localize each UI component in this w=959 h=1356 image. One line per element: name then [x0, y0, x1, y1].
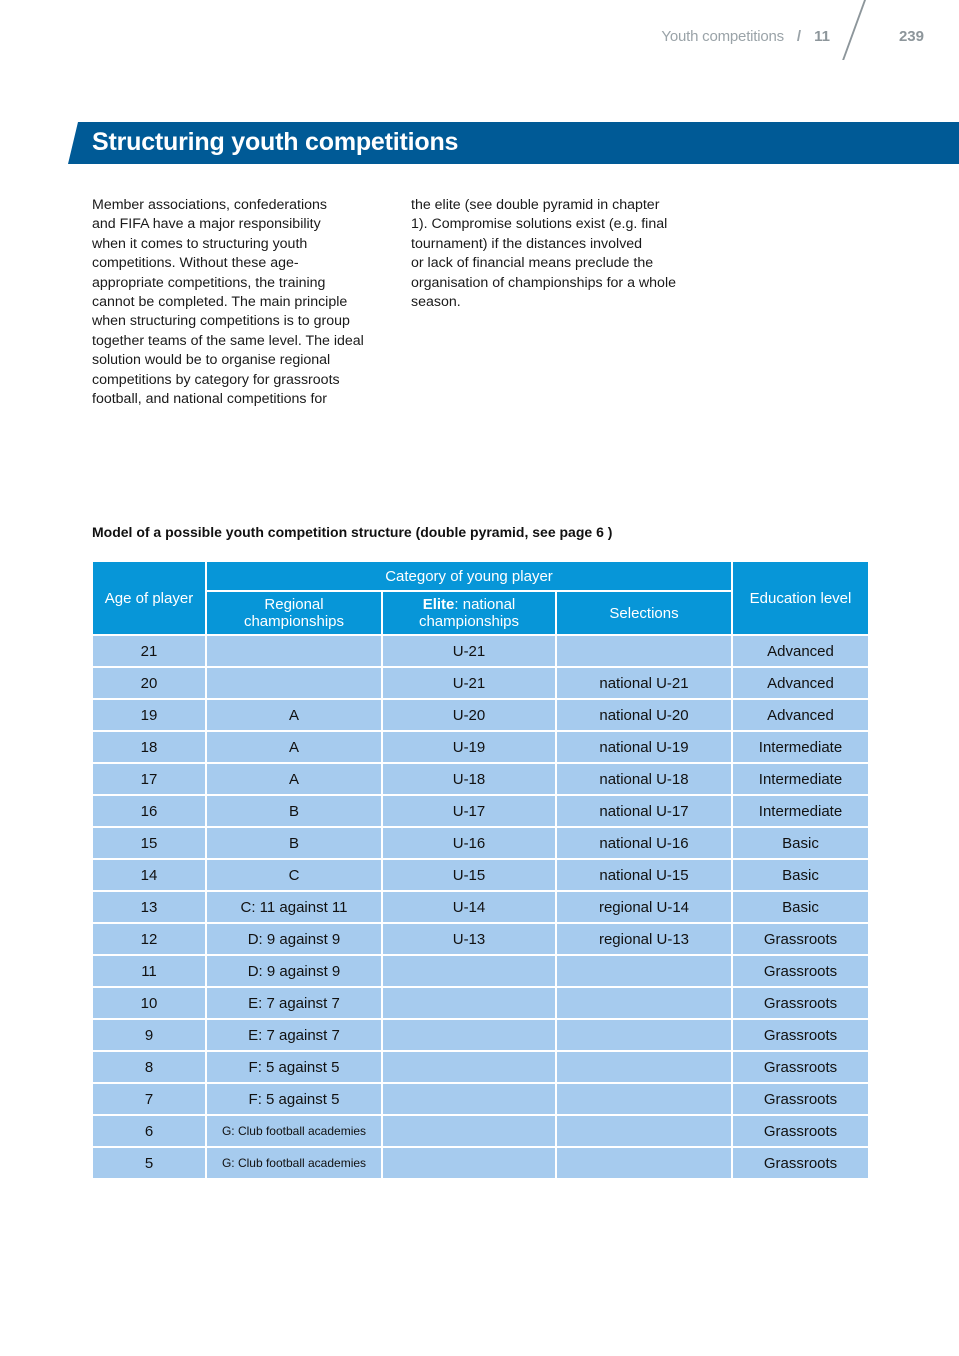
regional-cell: B — [206, 795, 382, 827]
selections-cell: regional U-13 — [556, 923, 732, 955]
age-cell: 18 — [92, 731, 206, 763]
regional-cell — [206, 635, 382, 667]
page-title: Structuring youth competitions — [92, 128, 459, 156]
elite-cell: U-18 — [382, 763, 556, 795]
age-cell: 19 — [92, 699, 206, 731]
page-divider-line — [842, 0, 866, 60]
age-cell: 5 — [92, 1147, 206, 1179]
body-text-line: when structuring competitions is to group — [92, 313, 350, 330]
header-elite — [382, 591, 556, 635]
regional-cell: F: 5 against 5 — [206, 1051, 382, 1083]
elite-cell — [382, 987, 556, 1019]
age-cell: 17 — [92, 763, 206, 795]
regional-cell: A — [206, 731, 382, 763]
table-row — [92, 1083, 869, 1115]
body-text-line: competitions. Without these age- — [92, 255, 299, 272]
selections-cell — [556, 987, 732, 1019]
selections-cell — [556, 1147, 732, 1179]
header-selections: Selections — [556, 591, 732, 635]
age-cell: 12 — [92, 923, 206, 955]
elite-cell: U-21 — [382, 635, 556, 667]
table-row — [92, 731, 869, 763]
selections-cell — [556, 1083, 732, 1115]
body-text-line: together teams of the same level. The ideal — [92, 332, 364, 349]
header-regional: Regional championships — [206, 591, 382, 635]
elite-cell: U-13 — [382, 923, 556, 955]
education-cell: Grassroots — [732, 987, 869, 1019]
selections-cell: regional U-14 — [556, 891, 732, 923]
age-cell: 7 — [92, 1083, 206, 1115]
age-cell: 15 — [92, 827, 206, 859]
header-elite-rest: : national championships — [418, 596, 520, 630]
body-text-line: Member associations, confederations — [92, 197, 328, 213]
selections-cell: national U-21 — [556, 667, 732, 699]
selections-cell: national U-15 — [556, 859, 732, 891]
education-cell: Intermediate — [732, 795, 869, 827]
elite-cell: U-21 — [382, 667, 556, 699]
regional-cell: E: 7 against 7 — [206, 1019, 382, 1051]
running-head-separator: / — [796, 28, 801, 45]
header-category: Category of young player — [206, 561, 732, 591]
education-cell: Basic — [732, 859, 869, 891]
elite-cell: U-14 — [382, 891, 556, 923]
table-row — [92, 763, 869, 795]
table-row — [92, 635, 869, 667]
elite-cell: U-20 — [382, 699, 556, 731]
education-cell: Intermediate — [732, 731, 869, 763]
body-text-line: football, and national competitions for — [92, 391, 328, 408]
body-text-line: season. — [411, 294, 461, 311]
body-text-line: tournament) if the distances involved — [411, 235, 643, 252]
regional-cell: A — [206, 763, 382, 795]
regional-cell: C: 11 against 11 — [206, 891, 382, 923]
age-cell: 21 — [92, 635, 206, 667]
elite-cell — [382, 1115, 556, 1147]
regional-cell: D: 9 against 9 — [206, 955, 382, 987]
table-row — [92, 699, 869, 731]
age-cell: 14 — [92, 859, 206, 891]
selections-cell: national U-17 — [556, 795, 732, 827]
running-head-section: Youth competitions — [661, 28, 784, 45]
age-cell: 16 — [92, 795, 206, 827]
elite-cell: U-16 — [382, 827, 556, 859]
table-row — [92, 891, 869, 923]
table-row — [92, 795, 869, 827]
education-cell: Grassroots — [732, 1019, 869, 1051]
table-row — [92, 667, 869, 699]
selections-cell — [556, 1019, 732, 1051]
table-caption: Model of a possible youth competition structure (double pyramid, see page 6 ) — [92, 524, 613, 540]
body-text-line: cannot be completed. The main principle — [92, 294, 348, 311]
elite-cell — [382, 955, 556, 987]
table-row — [92, 923, 869, 955]
regional-cell: G: Club football academies — [206, 1115, 382, 1147]
education-cell: Grassroots — [732, 1147, 869, 1179]
body-text-line: and FIFA have a major responsibility — [92, 216, 321, 233]
education-cell: Advanced — [732, 667, 869, 699]
header-elite-strong: Elite — [422, 596, 455, 613]
age-cell: 9 — [92, 1019, 206, 1051]
elite-cell: U-17 — [382, 795, 556, 827]
regional-cell: G: Club football academies — [206, 1147, 382, 1179]
regional-cell: E: 7 against 7 — [206, 987, 382, 1019]
regional-cell: B — [206, 827, 382, 859]
table-row — [92, 955, 869, 987]
regional-cell — [206, 667, 382, 699]
age-cell: 11 — [92, 955, 206, 987]
selections-cell — [556, 1115, 732, 1147]
elite-cell — [382, 1083, 556, 1115]
body-text-line: the elite (see double pyramid in chapter — [411, 197, 660, 213]
elite-cell: U-15 — [382, 859, 556, 891]
education-cell: Advanced — [732, 699, 869, 731]
table-row — [92, 1115, 869, 1147]
education-cell: Grassroots — [732, 955, 869, 987]
elite-cell — [382, 1019, 556, 1051]
selections-cell: national U-18 — [556, 763, 732, 795]
table-row — [92, 1019, 869, 1051]
body-text-line: or lack of financial means preclude the — [411, 255, 654, 272]
body-text-line: organisation of championships for a whole — [411, 274, 676, 291]
education-cell: Grassroots — [732, 923, 869, 955]
header-education: Education level — [732, 561, 869, 635]
page-number: 239 — [898, 28, 924, 45]
education-cell: Basic — [732, 827, 869, 859]
education-cell: Intermediate — [732, 763, 869, 795]
header-age: Age of player — [92, 561, 206, 635]
education-cell: Grassroots — [732, 1051, 869, 1083]
regional-cell: F: 5 against 5 — [206, 1083, 382, 1115]
body-column-1 — [92, 196, 392, 409]
body-text-line: when it comes to structuring youth — [92, 235, 308, 252]
elite-cell: U-19 — [382, 731, 556, 763]
running-head-chapter: 11 — [814, 28, 830, 45]
age-cell: 6 — [92, 1115, 206, 1147]
running-head — [624, 26, 924, 56]
elite-cell — [382, 1051, 556, 1083]
body-text-line: appropriate competitions, the training — [92, 274, 326, 291]
education-cell: Basic — [732, 891, 869, 923]
table-row — [92, 1051, 869, 1083]
regional-cell: C — [206, 859, 382, 891]
table-row — [92, 859, 869, 891]
regional-cell: D: 9 against 9 — [206, 923, 382, 955]
selections-cell: national U-16 — [556, 827, 732, 859]
age-cell: 8 — [92, 1051, 206, 1083]
body-text-line: solution would be to organise regional — [92, 352, 331, 369]
selections-cell: national U-20 — [556, 699, 732, 731]
body-text-line: competitions by category for grassroots — [92, 371, 340, 388]
selections-cell — [556, 1051, 732, 1083]
table-row — [92, 827, 869, 859]
elite-cell — [382, 1147, 556, 1179]
body-text-line: 1). Compromise solutions exist (e.g. final — [411, 216, 668, 233]
competition-structure-table — [91, 560, 870, 1180]
age-cell: 10 — [92, 987, 206, 1019]
table-row — [92, 1147, 869, 1179]
age-cell: 20 — [92, 667, 206, 699]
education-cell: Grassroots — [732, 1115, 869, 1147]
age-cell: 13 — [92, 891, 206, 923]
selections-cell — [556, 955, 732, 987]
body-column-2 — [411, 196, 711, 312]
table-row — [92, 987, 869, 1019]
education-cell: Grassroots — [732, 1083, 869, 1115]
regional-cell: A — [206, 699, 382, 731]
selections-cell — [556, 635, 732, 667]
education-cell: Advanced — [732, 635, 869, 667]
selections-cell: national U-19 — [556, 731, 732, 763]
